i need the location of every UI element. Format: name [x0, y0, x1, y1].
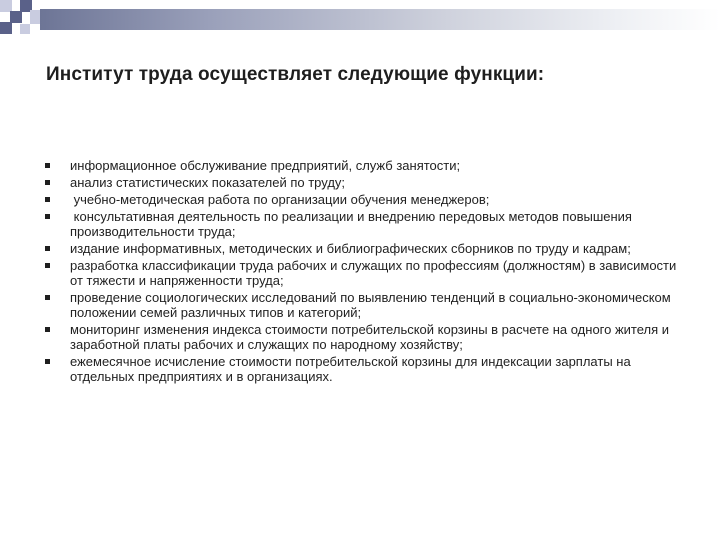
square-bullet-icon	[45, 246, 50, 251]
list-item	[42, 258, 682, 288]
list-item-text: мониторинг изменения индекса стоимости потребительской корзины в расчете на одного жителя и заработной платы рабочих и служащих по народному хозяйству;	[70, 322, 673, 352]
list-item	[42, 241, 682, 256]
square-bullet-icon	[45, 359, 50, 364]
list-item	[42, 158, 682, 173]
list-item	[42, 290, 682, 320]
square-bullet-icon	[45, 180, 50, 185]
list-item	[42, 209, 682, 239]
list-item-text: издание информативных, методических и библиографических сборников по труду и кадрам;	[70, 241, 631, 256]
decor-square	[20, 24, 30, 34]
square-bullet-icon	[45, 327, 50, 332]
list-item	[42, 175, 682, 190]
square-bullet-icon	[45, 163, 50, 168]
list-item-text: ежемесячное исчисление стоимости потребительской корзины для индексации зарплаты на отдельных предприятиях и в организациях.	[70, 354, 635, 384]
square-bullet-icon	[45, 197, 50, 202]
slide-title: Институт труда осуществляет следующие функции:	[46, 64, 545, 85]
list-item-text: анализ статистических показателей по труду;	[70, 175, 346, 190]
square-bullet-icon	[45, 295, 50, 300]
list-item	[42, 354, 682, 384]
header-gradient-bar	[40, 9, 720, 30]
list-item-text: учебно-методическая работа по организации обучения менеджеров;	[70, 192, 490, 207]
square-bullet-icon	[45, 214, 50, 219]
list-item-text: проведение социологических исследований по выявлению тенденций в социально-экономическом положении семей различных типов и категорий;	[70, 290, 675, 320]
square-bullet-icon	[45, 263, 50, 268]
list-item-text: консультативная деятельность по реализации и внедрению передовых методов повышения производительности труда;	[70, 209, 647, 239]
decor-square	[0, 22, 12, 34]
list-item-text: информационное обслуживание предприятий, служб занятости;	[70, 158, 461, 173]
list-item-text: разработка классификации труда рабочих и служащих по профессиям (должностям) в зависимости от тяжести и напряженности труда;	[70, 258, 680, 288]
list-item	[42, 322, 682, 352]
list-item	[42, 192, 682, 207]
bullet-list	[42, 158, 682, 386]
